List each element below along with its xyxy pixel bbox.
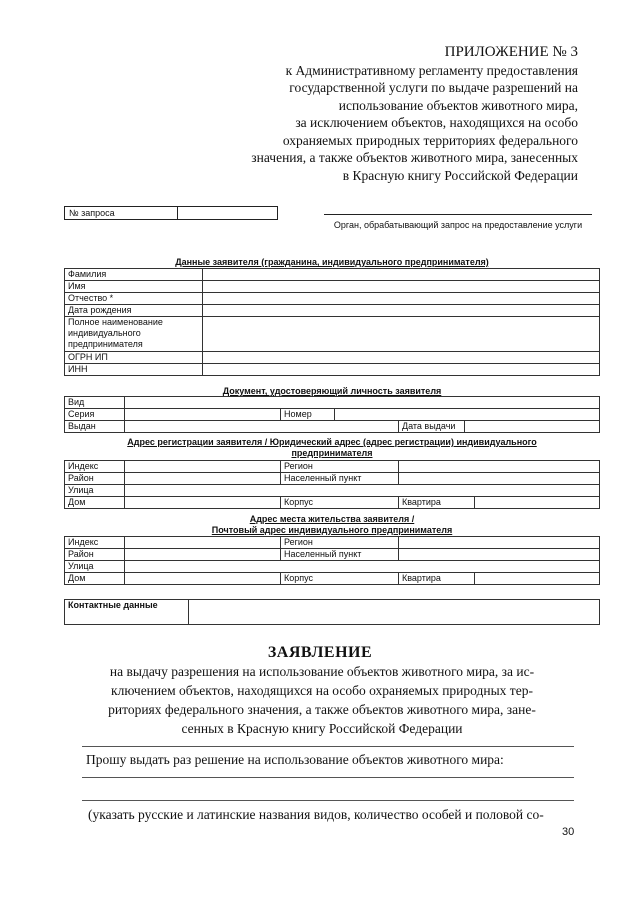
appendix-line: использование объектов животного мира, <box>338 97 578 113</box>
entrepreneur-name-label: Полное наименование индивидуального предпринимателя <box>65 317 203 352</box>
request-number-label: № запроса <box>65 207 178 219</box>
reg-house-field[interactable] <box>125 497 281 509</box>
doc-number-label: Номер <box>281 409 335 421</box>
table-row <box>65 497 600 509</box>
post-building-label: Корпус <box>281 573 399 585</box>
table-row <box>65 421 600 433</box>
table-row <box>65 561 600 573</box>
post-region-field[interactable] <box>399 537 600 549</box>
doc-series-field[interactable] <box>125 409 281 421</box>
post-index-label: Индекс <box>65 537 125 549</box>
organ-caption: Орган, обрабатывающий запрос на предоставление услуги <box>324 214 592 231</box>
appendix-header <box>218 44 578 184</box>
page-number: 30 <box>562 826 575 838</box>
post-apartment-field[interactable] <box>475 573 600 585</box>
post-index-field[interactable] <box>125 537 281 549</box>
statement-line: риториях федерального значения, а также объектов животного мира, зане- <box>108 702 536 717</box>
table-row <box>65 473 600 485</box>
request-text: Прошу выдать раз решение на использование объектов животного мира: <box>86 752 504 767</box>
table-row <box>65 305 600 317</box>
table-row <box>65 293 600 305</box>
reg-street-label: Улица <box>65 485 125 497</box>
post-region-label: Регион <box>281 537 399 549</box>
reg-address-heading-line: предпринимателя <box>291 448 373 458</box>
post-district-field[interactable] <box>125 549 281 561</box>
reg-district-label: Район <box>65 473 125 485</box>
post-district-label: Район <box>65 549 125 561</box>
post-locality-label: Населенный пункт <box>281 549 399 561</box>
table-row <box>65 364 600 376</box>
reg-apartment-field[interactable] <box>475 497 600 509</box>
reg-region-label: Регион <box>281 461 399 473</box>
doc-issued-field[interactable] <box>125 421 399 433</box>
appendix-line: значения, а также объектов животного мира, занесенных <box>251 150 578 165</box>
post-address-table <box>64 536 600 585</box>
table-row <box>65 352 600 364</box>
ogrnip-field[interactable] <box>203 352 600 364</box>
appendix-line: к Административному регламенту предоставления <box>285 62 578 78</box>
table-row <box>65 269 600 281</box>
doc-type-field[interactable] <box>125 397 600 409</box>
table-row <box>65 409 600 421</box>
doc-number-field[interactable] <box>335 409 600 421</box>
statement-line: на выдачу разрешения на использование объектов животного мира, за ис- <box>109 664 535 679</box>
post-address-heading-line: Адрес места жительства заявителя / <box>249 514 415 524</box>
applicant-table <box>64 268 600 376</box>
table-row <box>65 573 600 585</box>
reg-house-label: Дом <box>65 497 125 509</box>
post-locality-field[interactable] <box>399 549 600 561</box>
appendix-line: в Красную книгу Российской Федерации <box>342 167 578 183</box>
table-row <box>65 485 600 497</box>
post-apartment-label: Квартира <box>399 573 475 585</box>
table-row <box>65 317 600 352</box>
appendix-line: охраняемых природных территориях федерального <box>282 132 578 148</box>
table-row <box>65 461 600 473</box>
hint-text: (указать русские и латинские названия видов, количество особей и половой со- <box>88 807 544 822</box>
post-address-heading-line: Почтовый адрес индивидуального предпринимателя <box>211 525 453 535</box>
table-row <box>65 549 600 561</box>
entrepreneur-name-field[interactable] <box>203 317 600 352</box>
reg-region-field[interactable] <box>399 461 600 473</box>
reg-building-label: Корпус <box>281 497 399 509</box>
reg-locality-label: Населенный пункт <box>281 473 399 485</box>
doc-type-label: Вид <box>65 397 125 409</box>
statement-line: ключением объектов, находящихся на особо охраняемых природных тер- <box>111 683 533 698</box>
surname-field[interactable] <box>203 269 600 281</box>
reg-address-heading-line: Адрес регистрации заявителя / Юридический адрес (адрес регистрации) индивидуального <box>127 437 537 447</box>
birthdate-label: Дата рождения <box>65 305 203 317</box>
birthdate-field[interactable] <box>203 305 600 317</box>
post-street-field[interactable] <box>125 561 600 573</box>
request-number-field[interactable] <box>178 207 277 219</box>
contacts-field[interactable] <box>189 600 600 625</box>
reg-apartment-label: Квартира <box>399 497 475 509</box>
appendix-line: государственной услуги по выдаче разрешений на <box>289 80 578 95</box>
patronymic-label: Отчество * <box>65 293 203 305</box>
post-house-label: Дом <box>65 573 125 585</box>
name-label: Имя <box>65 281 203 293</box>
identity-doc-table <box>64 396 600 433</box>
reg-index-label: Индекс <box>65 461 125 473</box>
reg-district-field[interactable] <box>125 473 281 485</box>
doc-issue-date-field[interactable] <box>465 421 600 433</box>
request-number-box <box>64 206 278 220</box>
statement-subtitle <box>72 662 572 738</box>
contacts-label: Контактные данные <box>65 600 189 625</box>
statement-line: сенных в Красную книгу Российской Федерации <box>181 721 463 736</box>
table-row <box>65 397 600 409</box>
post-street-label: Улица <box>65 561 125 573</box>
reg-index-field[interactable] <box>125 461 281 473</box>
answer-line[interactable] <box>82 800 574 801</box>
table-row <box>65 281 600 293</box>
applicant-heading: Данные заявителя (гражданина, индивидуального предпринимателя) <box>175 257 489 267</box>
doc-issue-date-label: Дата выдачи <box>399 421 465 433</box>
appendix-line: за исключением объектов, находящихся на особо <box>295 115 578 130</box>
identity-doc-heading: Документ, удостоверяющий личность заявителя <box>222 386 442 396</box>
reg-address-table <box>64 460 600 509</box>
doc-issued-label: Выдан <box>65 421 125 433</box>
post-house-field[interactable] <box>125 573 281 585</box>
ogrnip-label: ОГРН ИП <box>65 352 203 364</box>
reg-locality-field[interactable] <box>399 473 600 485</box>
reg-address-heading <box>64 437 600 459</box>
appendix-title: ПРИЛОЖЕНИЕ № 3 <box>444 44 578 60</box>
patronymic-field[interactable] <box>203 293 600 305</box>
statement-title: ЗАЯВЛЕНИЕ <box>267 644 373 661</box>
surname-label: Фамилия <box>65 269 203 281</box>
name-field[interactable] <box>203 281 600 293</box>
post-address-heading <box>64 514 600 536</box>
table-row <box>65 600 600 625</box>
doc-series-label: Серия <box>65 409 125 421</box>
answer-line[interactable] <box>82 777 574 778</box>
divider-line <box>82 746 574 747</box>
inn-field[interactable] <box>203 364 600 376</box>
contacts-table <box>64 599 600 625</box>
reg-street-field[interactable] <box>125 485 600 497</box>
inn-label: ИНН <box>65 364 203 376</box>
table-row <box>65 537 600 549</box>
